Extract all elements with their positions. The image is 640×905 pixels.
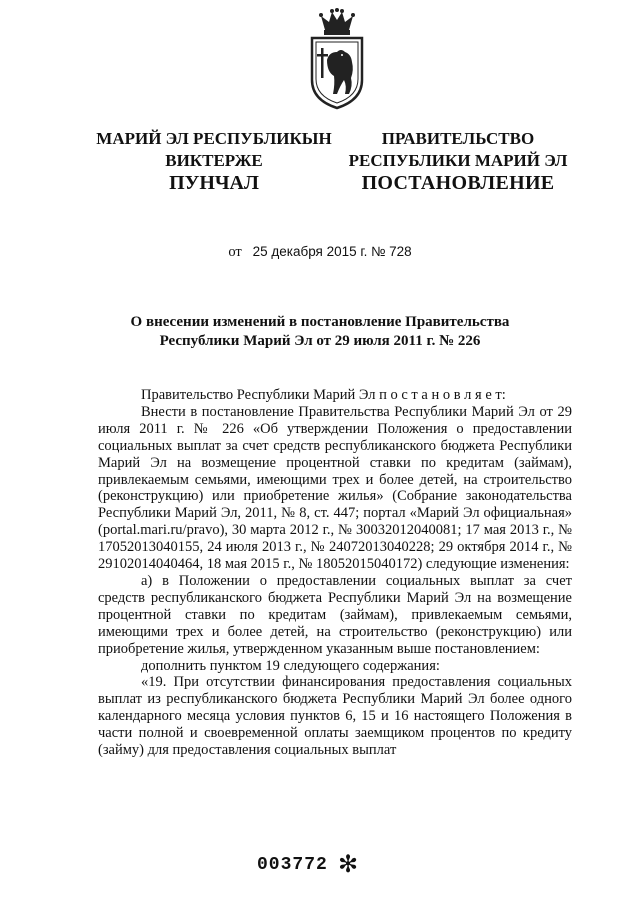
body-paragraph: «19. При отсутствии финансирования предоставления социальных выплат из республиканского бюджета Республики Марий Эл более одного календарного месяца условия пунктов 6, 15 и 16 настоящего Положения в части полной и своевременной оплаты заемщиком процентов по кредиту (займу) для предоставления социальных выплат <box>98 674 572 759</box>
document-kind-russian: ПОСТАНОВЛЕНИЕ <box>361 172 555 194</box>
body-paragraph: дополнить пунктом 19 следующего содержания: <box>141 657 440 674</box>
date-number-line <box>0 244 640 261</box>
body-paragraph: а) в Положении о предоставлении социальных выплат за счет средств республиканского бюджета Республики Марий Эл на возмещение процентной ставки по кредитам (займам), привлекаемым семьями, имеющими трех и более детей, на строительство (реконструкцию) или приобретение жилья, утвержденном указанным выше постановлением: <box>98 572 572 657</box>
date-prefix: от <box>228 244 242 260</box>
document-date: 25 декабря 2015 г. <box>252 244 368 259</box>
republic-coat-of-arms-icon <box>307 8 367 110</box>
header-left-line-1: МАРИЙ ЭЛ РЕСПУБЛИКЫН <box>96 129 332 148</box>
header-right-line-1: ПРАВИТЕЛЬСТВО <box>381 129 535 148</box>
asterisk-mark-icon: ✻ <box>338 850 359 878</box>
document-body <box>98 387 572 759</box>
document-title: О внесении изменений в постановление Правительства Республики Марий Эл от 29 июля 2011 г. № 226 <box>130 314 510 349</box>
document-kind-mari: ПУНЧАЛ <box>169 172 259 194</box>
form-serial-number: 003772 <box>257 855 328 875</box>
document-number: 728 <box>389 244 412 259</box>
body-paragraph: Правительство Республики Марий Эл п о с т а н о в л я е т: <box>141 387 506 403</box>
header-left-line-2: ВИКТЕРЖЕ <box>165 151 263 170</box>
header-left-org <box>94 128 334 172</box>
header-right-org <box>348 128 568 172</box>
body-paragraph: Внести в постановление Правительства Республики Марий Эл от 29 июля 2011 г. № 226 «Об утверждении Положения о предоставлении социальных выплат за счет средств республиканского бюджета Республики Марий Эл на возмещение процентной ставки по кредитам (займам), привлекаемым семьями, имеющими трех и более детей, на строительство (реконструкцию) или приобретение жилья» (Собрание законодательства Республики Марий Эл, 2011, № 8, ст. 447; портал «Марий Эл официальная» (portal.mari.ru/pravo), 30 марта 2012 г., № 30032012040081; 17 мая 2013 г., № 17052013040155, 24 июля 2013 г., № 24072013040228; 29 октября 2014 г., № 29102014040464, 18 мая 2015 г., № 18052015040172) следующие изменения: <box>98 403 572 573</box>
header-right-line-2: РЕСПУБЛИКИ МАРИЙ ЭЛ <box>348 151 568 170</box>
number-sign: № <box>371 244 386 259</box>
